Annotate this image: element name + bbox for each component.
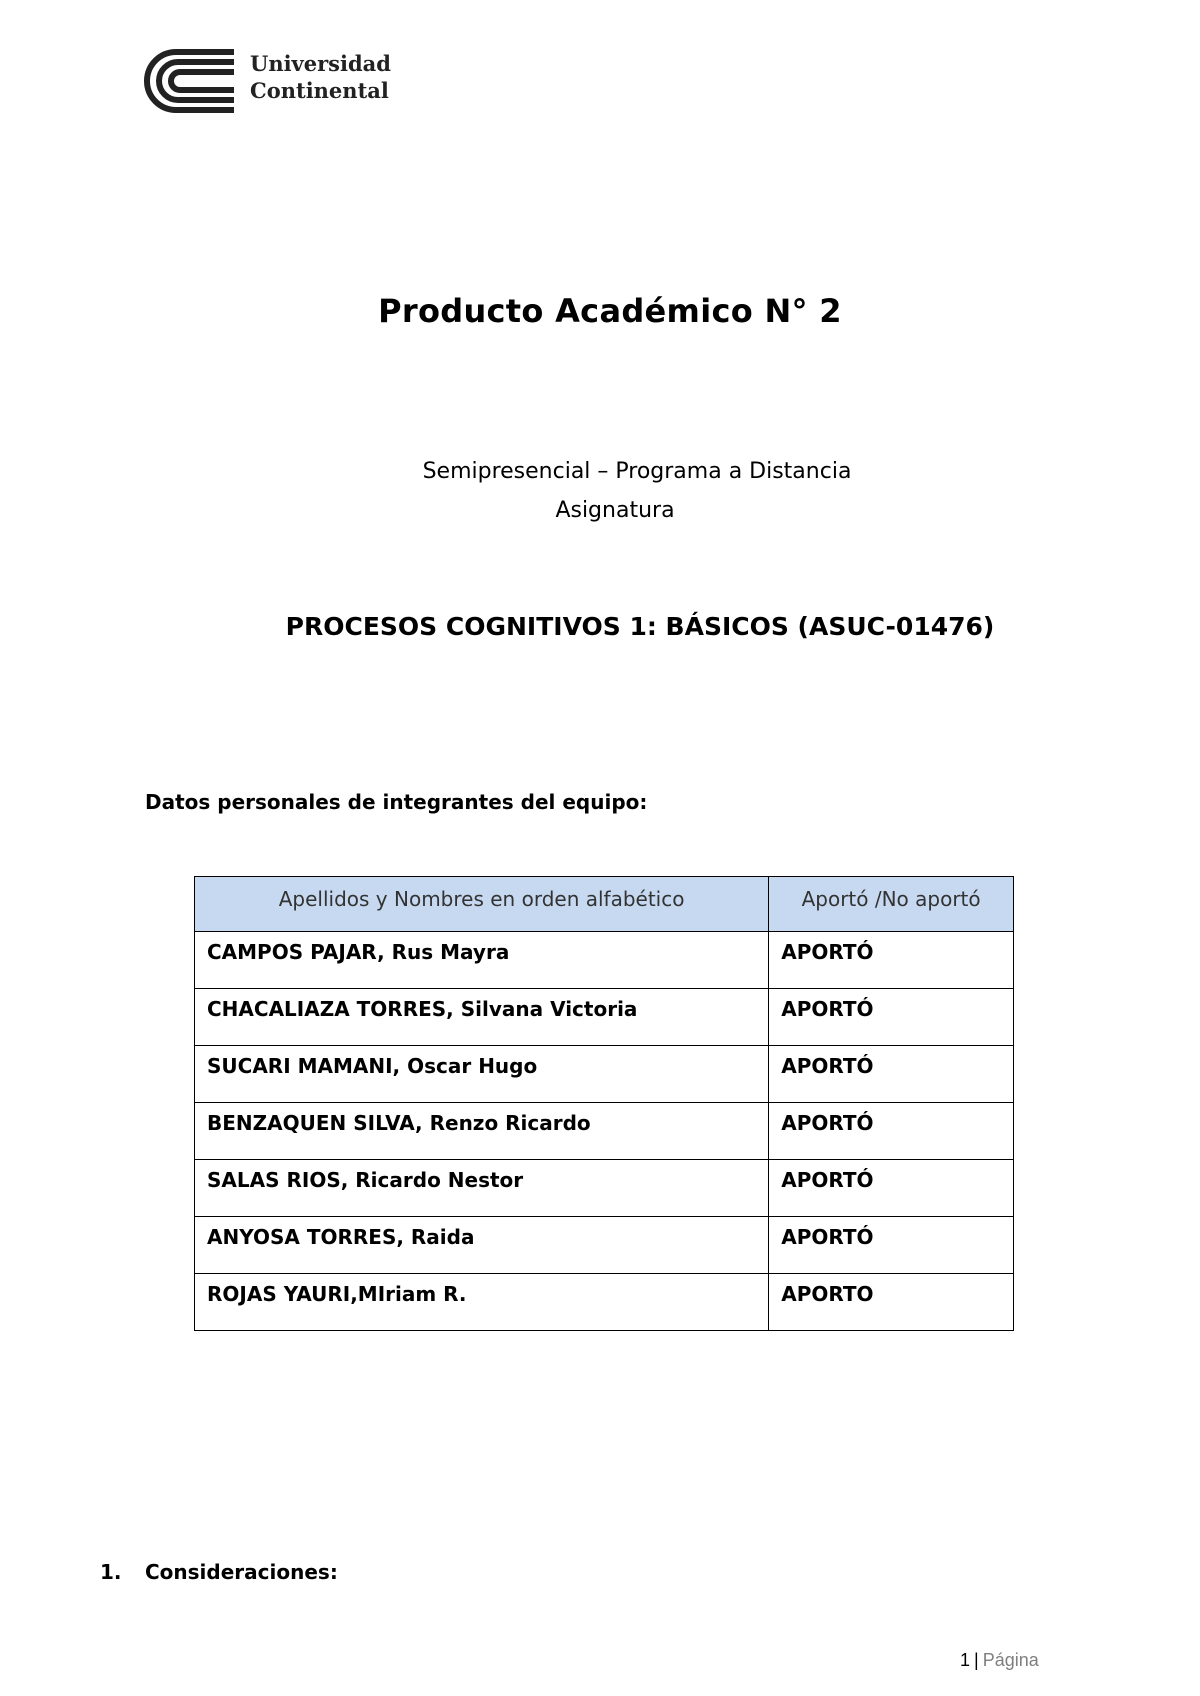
member-name: CAMPOS PAJAR, Rus Mayra [195, 932, 769, 989]
member-name: SUCARI MAMANI, Oscar Hugo [195, 1046, 769, 1103]
document-title: Producto Académico N° 2 [378, 292, 842, 330]
section-number: 1. [100, 1560, 122, 1584]
logo-wordmark [250, 50, 391, 104]
member-contribution: APORTÓ [769, 1103, 1014, 1160]
program-subtitle: Semipresencial – Programa a Distancia [422, 459, 852, 484]
member-contribution: APORTÓ [769, 932, 1014, 989]
table-row [195, 989, 1014, 1046]
member-name: ROJAS YAURI,MIriam R. [195, 1274, 769, 1331]
section-considerations [100, 1560, 338, 1584]
member-name: SALAS RIOS, Ricardo Nestor [195, 1160, 769, 1217]
member-contribution: APORTÓ [769, 1160, 1014, 1217]
header-names: Apellidos y Nombres en orden alfabético [195, 877, 769, 932]
subject-label: Asignatura [555, 498, 675, 523]
logo-line-1: Universidad [250, 51, 391, 76]
member-contribution: APORTÓ [769, 1217, 1014, 1274]
header-contribution: Aportó /No aportó [769, 877, 1014, 932]
member-contribution: APORTÓ [769, 989, 1014, 1046]
table-header-row [195, 877, 1014, 932]
university-logo [142, 46, 402, 116]
team-members-table [194, 876, 1014, 1331]
table-row [195, 932, 1014, 989]
table-row [195, 1160, 1014, 1217]
continental-c-logo-icon [142, 46, 242, 116]
logo-line-2: Continental [250, 78, 389, 103]
table-row [195, 1274, 1014, 1331]
table-row [195, 1046, 1014, 1103]
page-footer [960, 1650, 1039, 1671]
page-number: 1 [960, 1650, 971, 1670]
member-contribution: APORTO [769, 1274, 1014, 1331]
member-name: BENZAQUEN SILVA, Renzo Ricardo [195, 1103, 769, 1160]
member-contribution: APORTÓ [769, 1046, 1014, 1103]
team-section-label: Datos personales de integrantes del equipo: [145, 790, 648, 814]
member-name: CHACALIAZA TORRES, Silvana Victoria [195, 989, 769, 1046]
page-word: Página [982, 1650, 1039, 1670]
subtitle-block [0, 452, 1200, 530]
table-row [195, 1217, 1014, 1274]
course-name: PROCESOS COGNITIVOS 1: BÁSICOS (ASUC-01476) [285, 612, 995, 641]
footer-separator: | [974, 1650, 979, 1670]
section-heading: Consideraciones: [145, 1560, 338, 1584]
member-name: ANYOSA TORRES, Raida [195, 1217, 769, 1274]
table-row [195, 1103, 1014, 1160]
